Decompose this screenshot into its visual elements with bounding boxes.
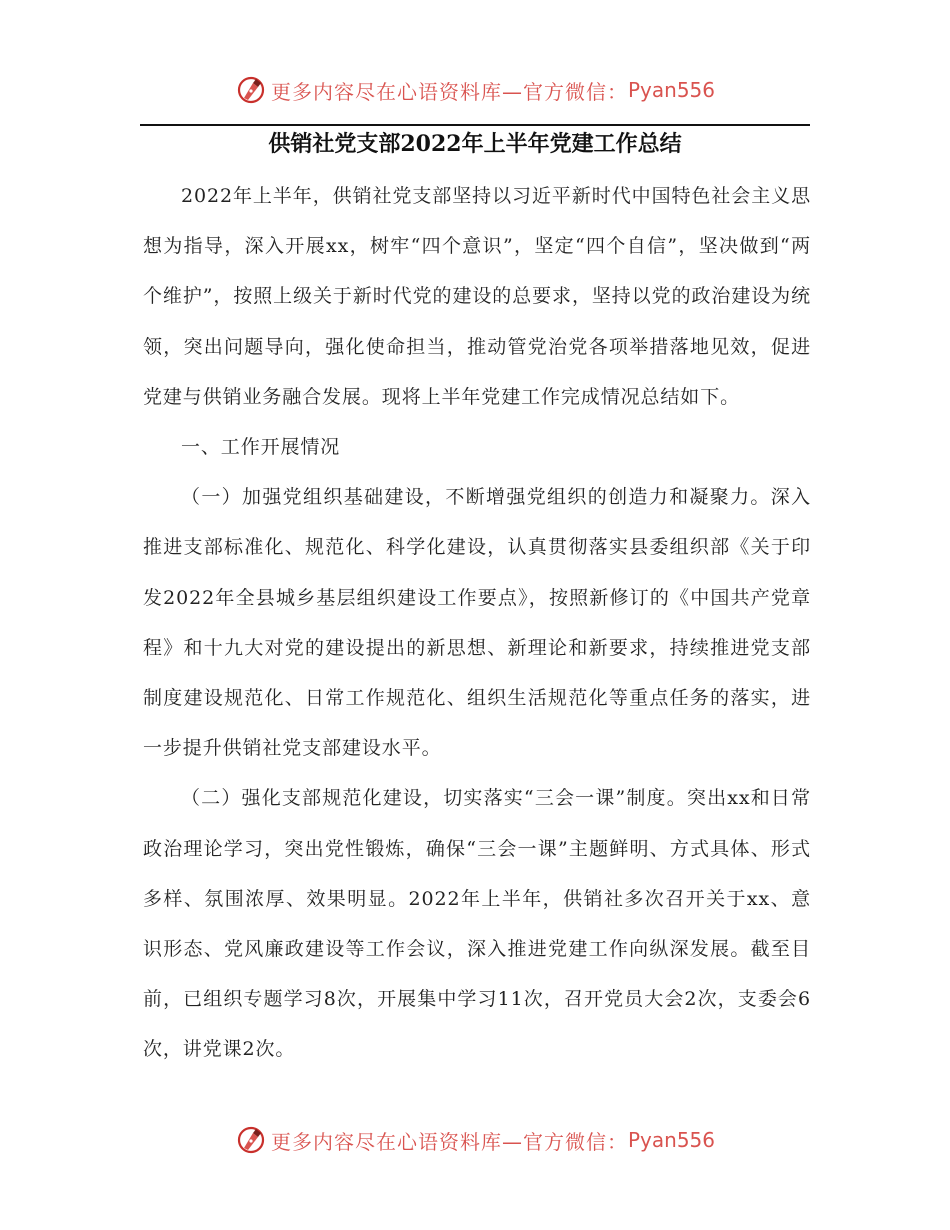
paragraph-intro: 2022年上半年，供销社党支部坚持以习近平新时代中国特色社会主义思想为指导，深入开展xx，树牢“四个意识”，坚定“四个自信”，坚决做到“两个维护”，按照上级关于新时代党的建设的总要求，坚持以党的政治建设为统领，突出问题导向，强化使命担当，推动管党治党各项举措落地见效，促进党建与供销业务融合发展。现将上半年党建工作完成情况总结如下。 (143, 185, 811, 408)
paragraph-item-2: （二）强化支部规范化建设，切实落实“三会一课”制度。突出xx和日常政治理论学习，突出党性锻炼，确保“三会一课”主题鲜明、方式具体、形式多样、氛围浓厚、效果明显。2022年上半年，供销社多次召开关于xx、意识形态、党风廉政建设等工作会议，深入推进党建工作向纵深发展。截至目前，已组织专题学习8次，开展集中学习11次，召开党员大会2次，支委会6次，讲党课2次。 (143, 787, 811, 1061)
document-title: 供销社党支部2022年上半年党建工作总结 (268, 131, 682, 157)
pen-nib-logo-icon (235, 74, 267, 106)
footer-watermark (0, 1120, 950, 1160)
section-heading: 一、工作开展情况 (181, 436, 341, 459)
document-body (143, 171, 811, 1075)
paragraph-item-1: （一）加强党组织基础建设，不断增强党组织的创造力和凝聚力。深入推进支部标准化、规范化、科学化建设，认真贯彻落实县委组织部《关于印发2022年全县城乡基层组织建设工作要点》，按照新修订的《中国共产党章程》和十九大对党的建设提出的新思想、新理论和新要求，持续推进党支部制度建设规范化、日常工作规范化、组织生活规范化等重点任务的落实，进一步提升供销社党支部建设水平。 (143, 486, 811, 760)
watermark-text: 更多内容尽在心语资料库—官方微信： (270, 1129, 628, 1154)
pen-nib-logo-icon (235, 1124, 267, 1156)
watermark-wechat-id: Pyan556 (627, 78, 715, 102)
header-rule (140, 124, 810, 126)
watermark-text: 更多内容尽在心语资料库—官方微信： (270, 79, 628, 104)
header-watermark (0, 70, 950, 110)
watermark-wechat-id: Pyan556 (627, 1128, 715, 1152)
